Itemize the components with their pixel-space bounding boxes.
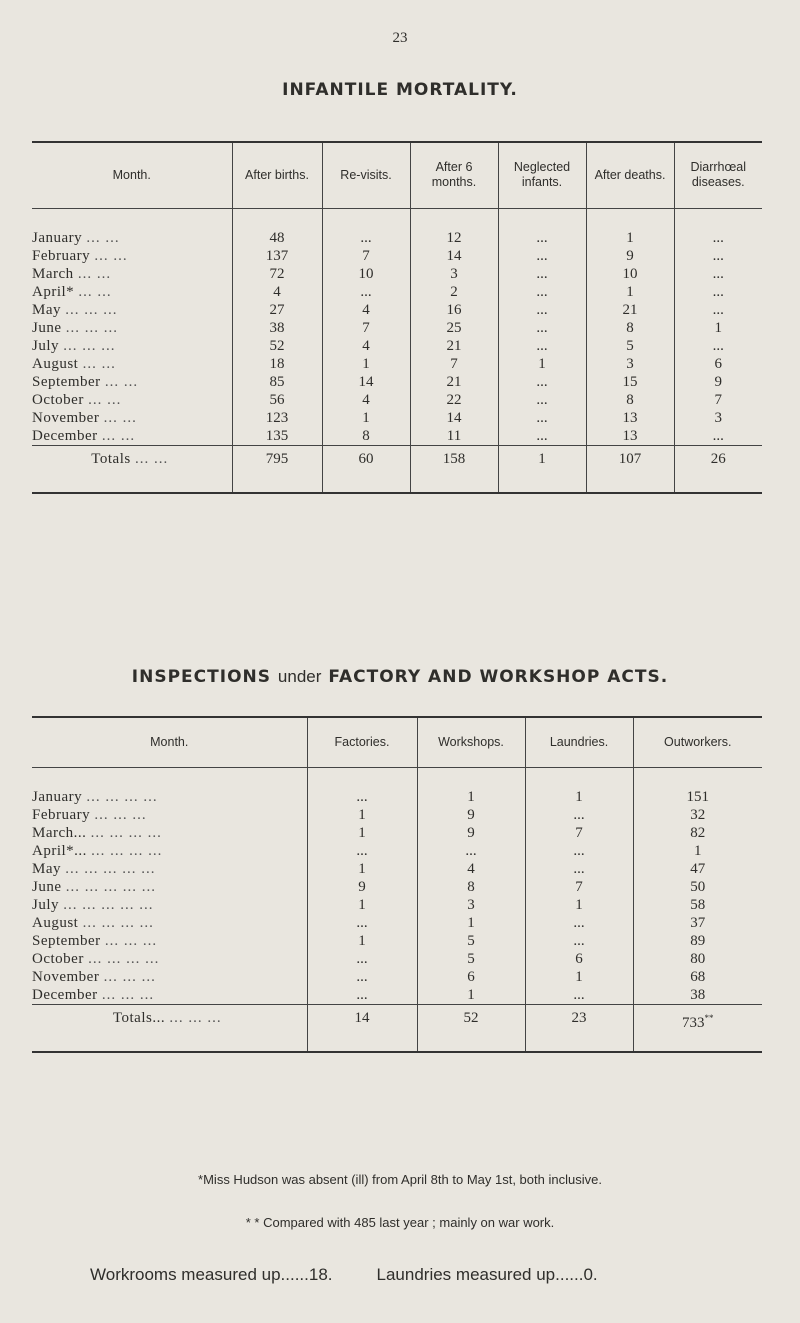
column-header: Laundries. <box>525 717 633 767</box>
month-cell <box>32 914 307 932</box>
table-row <box>32 319 762 337</box>
data-cell: 82 <box>633 824 762 842</box>
table-row <box>32 409 762 427</box>
month-cell <box>32 427 232 446</box>
month-label: February <box>32 806 91 823</box>
month-label: November <box>32 409 100 426</box>
data-cell: ... <box>525 932 633 950</box>
month-cell <box>32 950 307 968</box>
month-cell <box>32 283 232 301</box>
data-cell: 50 <box>633 878 762 896</box>
data-cell: 14 <box>410 409 498 427</box>
leader-dots: ... ... <box>104 373 139 390</box>
total-value: 158 <box>442 450 466 467</box>
leader-dots: ... ... <box>77 265 112 282</box>
data-cell: ... <box>674 247 762 265</box>
data-cell: 8 <box>322 427 410 446</box>
leader-dots: ... ... ... ... <box>90 824 162 841</box>
column-header: Month. <box>32 717 307 767</box>
table-row <box>32 788 762 806</box>
month-cell <box>32 878 307 896</box>
factory-workshop-inspections-table <box>32 716 762 1053</box>
data-cell: 22 <box>410 391 498 409</box>
table-row <box>32 337 762 355</box>
data-cell: ... <box>322 229 410 247</box>
total-cell <box>586 445 674 493</box>
laundries-measured: Laundries measured up......0. <box>376 1265 598 1284</box>
total-cell <box>232 445 322 493</box>
totals-label: Totals... <box>112 1009 166 1026</box>
data-cell: 8 <box>417 878 525 896</box>
month-label: October <box>32 391 84 408</box>
leader-dots: ... ... ... ... <box>88 950 160 967</box>
data-cell: 5 <box>586 337 674 355</box>
data-cell: ... <box>498 265 586 283</box>
data-cell: 1 <box>307 806 417 824</box>
footnote-absence: *Miss Hudson was absent (ill) from April 8th to May 1st, both inclusive. <box>198 1172 602 1187</box>
data-cell: 32 <box>633 806 762 824</box>
data-cell: 52 <box>232 337 322 355</box>
month-label: June <box>32 878 62 895</box>
table-row <box>32 986 762 1005</box>
column-header: Diarrhœal diseases. <box>674 142 762 208</box>
leader-dots: ... ... <box>78 283 112 300</box>
infantile-mortality-table <box>32 141 762 494</box>
total-value: 107 <box>618 450 642 467</box>
data-cell: 1 <box>498 355 586 373</box>
total-cell <box>525 1004 633 1052</box>
data-cell: 3 <box>586 355 674 373</box>
month-label: May <box>32 301 61 318</box>
data-cell: 1 <box>417 986 525 1005</box>
leader-dots: ... ... ... <box>94 806 147 823</box>
data-cell: 4 <box>232 283 322 301</box>
month-cell <box>32 788 307 806</box>
month-cell <box>32 355 232 373</box>
data-cell: ... <box>525 986 633 1005</box>
data-cell: 80 <box>633 950 762 968</box>
leader-dots: ... ... ... ... <box>82 914 154 931</box>
total-cell <box>417 1004 525 1052</box>
data-cell: 4 <box>417 860 525 878</box>
totals-row <box>32 1004 762 1052</box>
table-row <box>32 427 762 446</box>
month-cell <box>32 968 307 986</box>
data-cell: 9 <box>417 824 525 842</box>
data-cell: ... <box>525 806 633 824</box>
month-label: December <box>32 986 98 1003</box>
infantile-mortality-title: INFANTILE MORTALITY. <box>282 80 518 100</box>
total-cell <box>307 1004 417 1052</box>
data-cell: 10 <box>586 265 674 283</box>
data-cell: ... <box>525 842 633 860</box>
data-cell: ... <box>307 842 417 860</box>
column-header: Month. <box>32 142 232 208</box>
month-label: May <box>32 860 61 877</box>
month-label: August <box>32 355 79 372</box>
month-label: August <box>32 914 79 931</box>
data-cell: 56 <box>232 391 322 409</box>
data-cell: ... <box>674 301 762 319</box>
month-cell <box>32 391 232 409</box>
data-cell: 1 <box>674 319 762 337</box>
leader-dots: ... ... ... <box>65 319 118 336</box>
data-cell: 12 <box>410 229 498 247</box>
data-cell: 1 <box>307 860 417 878</box>
table-row <box>32 968 762 986</box>
data-cell: 123 <box>232 409 322 427</box>
footnote-mark: ** <box>704 1012 714 1023</box>
table-row <box>32 896 762 914</box>
month-cell <box>32 247 232 265</box>
table-row <box>32 950 762 968</box>
inspections-title-part-2: FACTORY AND WORKSHOP ACTS. <box>328 667 669 687</box>
month-label: April*... <box>32 842 87 859</box>
data-cell: ... <box>674 337 762 355</box>
leader-dots: ... ... <box>103 409 137 426</box>
leader-dots: ... ... ... <box>104 932 158 949</box>
data-cell: 13 <box>586 427 674 446</box>
table-row <box>32 824 762 842</box>
measured-line <box>90 1265 598 1285</box>
leader-dots: ... ... <box>101 427 136 444</box>
data-cell: 85 <box>232 373 322 391</box>
data-cell: 1 <box>322 409 410 427</box>
data-cell: 1 <box>525 968 633 986</box>
data-cell: ... <box>498 247 586 265</box>
data-cell: 1 <box>586 283 674 301</box>
total-value: 26 <box>710 450 726 467</box>
total-value: 1 <box>538 450 546 467</box>
data-cell: 7 <box>525 878 633 896</box>
data-cell: 1 <box>633 842 762 860</box>
data-cell: 3 <box>417 896 525 914</box>
data-cell: ... <box>307 968 417 986</box>
data-cell: ... <box>674 265 762 283</box>
table-row <box>32 301 762 319</box>
data-cell: 16 <box>410 301 498 319</box>
month-label: July <box>32 896 60 913</box>
data-cell: 72 <box>232 265 322 283</box>
leader-dots: ... ... <box>134 450 169 467</box>
data-cell: 6 <box>417 968 525 986</box>
leader-dots: ... ... <box>82 355 116 372</box>
data-cell: ... <box>674 229 762 247</box>
leader-dots: ... ... ... ... ... <box>63 896 154 913</box>
data-cell: ... <box>498 373 586 391</box>
table-row <box>32 842 762 860</box>
total-cell <box>498 445 586 493</box>
data-cell: 14 <box>322 373 410 391</box>
total-value: 14 <box>354 1009 370 1026</box>
data-cell: ... <box>307 788 417 806</box>
data-cell: 135 <box>232 427 322 446</box>
table-row <box>32 860 762 878</box>
data-cell: ... <box>498 391 586 409</box>
month-cell <box>32 842 307 860</box>
total-cell <box>322 445 410 493</box>
data-cell: 1 <box>307 824 417 842</box>
total-cell <box>410 445 498 493</box>
month-label: March... <box>32 824 87 841</box>
data-cell: 137 <box>232 247 322 265</box>
footnote-comparison: * * Compared with 485 last year ; mainly on war work. <box>245 1215 555 1230</box>
month-label: February <box>32 247 91 264</box>
table-row <box>32 355 762 373</box>
month-cell <box>32 373 232 391</box>
data-cell: 58 <box>633 896 762 914</box>
data-cell: ... <box>674 427 762 446</box>
table-row <box>32 878 762 896</box>
leader-dots: ... ... ... <box>101 986 155 1003</box>
data-cell: 9 <box>307 878 417 896</box>
data-cell: 6 <box>674 355 762 373</box>
data-cell: ... <box>322 283 410 301</box>
leader-dots: ... ... ... <box>63 337 116 354</box>
data-cell: ... <box>307 950 417 968</box>
totals-label-cell <box>32 1004 307 1052</box>
data-cell: ... <box>498 409 586 427</box>
data-cell: 7 <box>322 247 410 265</box>
table-row <box>32 229 762 247</box>
data-cell: 1 <box>417 788 525 806</box>
data-cell: 3 <box>410 265 498 283</box>
data-cell: 37 <box>633 914 762 932</box>
table-row <box>32 391 762 409</box>
data-cell: 1 <box>586 229 674 247</box>
month-label: January <box>32 788 83 805</box>
data-cell: 14 <box>410 247 498 265</box>
data-cell: 7 <box>525 824 633 842</box>
total-value: 23 <box>571 1009 587 1026</box>
data-cell: ... <box>307 986 417 1005</box>
data-cell: 27 <box>232 301 322 319</box>
leader-dots: ... ... ... ... <box>91 842 163 859</box>
month-cell <box>32 806 307 824</box>
data-cell: 151 <box>633 788 762 806</box>
column-header: Outworkers. <box>633 717 762 767</box>
total-value: 795 <box>265 450 289 467</box>
data-cell: ... <box>498 301 586 319</box>
column-header: Factories. <box>307 717 417 767</box>
table-row <box>32 283 762 301</box>
total-cell <box>633 1004 762 1052</box>
data-cell: 4 <box>322 301 410 319</box>
data-cell: ... <box>498 319 586 337</box>
month-cell <box>32 860 307 878</box>
month-label: March <box>32 265 74 282</box>
data-cell: 3 <box>674 409 762 427</box>
data-cell: 1 <box>307 932 417 950</box>
data-cell: 7 <box>410 355 498 373</box>
leader-dots: ... ... <box>94 247 128 264</box>
data-cell: 21 <box>586 301 674 319</box>
column-header: After births. <box>232 142 322 208</box>
data-cell: ... <box>674 283 762 301</box>
month-cell <box>32 409 232 427</box>
data-cell: 9 <box>586 247 674 265</box>
data-cell: 13 <box>586 409 674 427</box>
month-cell <box>32 824 307 842</box>
data-cell: 1 <box>322 355 410 373</box>
data-cell: 47 <box>633 860 762 878</box>
data-cell: 7 <box>322 319 410 337</box>
data-cell: 48 <box>232 229 322 247</box>
table-row <box>32 932 762 950</box>
data-cell: ... <box>525 914 633 932</box>
data-cell: 21 <box>410 373 498 391</box>
data-cell: 25 <box>410 319 498 337</box>
total-value: 60 <box>358 450 374 467</box>
leader-dots: ... ... ... ... ... <box>65 860 156 877</box>
total-value: 52 <box>463 1009 479 1026</box>
column-header: Workshops. <box>417 717 525 767</box>
table-row <box>32 806 762 824</box>
inspections-title-under: under <box>277 667 322 686</box>
month-cell <box>32 932 307 950</box>
totals-row <box>32 445 762 493</box>
month-label: October <box>32 950 84 967</box>
total-value: 733 <box>682 1014 705 1031</box>
data-cell: ... <box>498 337 586 355</box>
data-cell: 8 <box>586 319 674 337</box>
column-header: Re-visits. <box>322 142 410 208</box>
table-row <box>32 373 762 391</box>
month-cell <box>32 896 307 914</box>
data-cell: ... <box>498 229 586 247</box>
leader-dots: ... ... <box>86 229 120 246</box>
month-cell <box>32 986 307 1005</box>
month-label: November <box>32 968 100 985</box>
leader-dots: ... ... ... ... <box>86 788 158 805</box>
data-cell: 2 <box>410 283 498 301</box>
data-cell: 1 <box>307 896 417 914</box>
data-cell: 15 <box>586 373 674 391</box>
month-label: September <box>32 932 101 949</box>
month-label: January <box>32 229 83 246</box>
leader-dots: ... ... ... <box>65 301 118 318</box>
data-cell: 4 <box>322 391 410 409</box>
page-number: 23 <box>392 30 408 46</box>
data-cell: 1 <box>525 896 633 914</box>
workrooms-measured: Workrooms measured up......18. <box>90 1265 333 1284</box>
totals-label-cell <box>32 445 232 493</box>
month-label: June <box>32 319 62 336</box>
table-row <box>32 247 762 265</box>
data-cell: 38 <box>633 986 762 1005</box>
table-row <box>32 265 762 283</box>
data-cell: 9 <box>417 806 525 824</box>
data-cell: 1 <box>525 788 633 806</box>
data-cell: 21 <box>410 337 498 355</box>
month-label: April* <box>32 283 75 300</box>
leader-dots: ... ... ... ... ... <box>65 878 156 895</box>
data-cell: 4 <box>322 337 410 355</box>
table-row <box>32 914 762 932</box>
data-cell: 10 <box>322 265 410 283</box>
data-cell: 89 <box>633 932 762 950</box>
totals-label: Totals <box>91 450 131 467</box>
inspections-title-part-1: INSPECTIONS <box>131 667 271 687</box>
month-cell <box>32 319 232 337</box>
data-cell: ... <box>498 283 586 301</box>
data-cell: 6 <box>525 950 633 968</box>
inspections-title <box>0 667 800 687</box>
data-cell: ... <box>307 914 417 932</box>
data-cell: 68 <box>633 968 762 986</box>
data-cell: 8 <box>586 391 674 409</box>
data-cell: 38 <box>232 319 322 337</box>
leader-dots: ... ... ... <box>103 968 156 985</box>
column-header: Neglected infants. <box>498 142 586 208</box>
data-cell: 5 <box>417 950 525 968</box>
column-header: After deaths. <box>586 142 674 208</box>
month-label: December <box>32 427 98 444</box>
data-cell: ... <box>417 842 525 860</box>
month-cell <box>32 265 232 283</box>
data-cell: 9 <box>674 373 762 391</box>
column-header: After 6 months. <box>410 142 498 208</box>
leader-dots: ... ... <box>88 391 122 408</box>
month-cell <box>32 337 232 355</box>
month-cell <box>32 301 232 319</box>
month-cell <box>32 229 232 247</box>
month-label: September <box>32 373 101 390</box>
data-cell: 7 <box>674 391 762 409</box>
total-cell <box>674 445 762 493</box>
data-cell: 18 <box>232 355 322 373</box>
data-cell: 5 <box>417 932 525 950</box>
data-cell: ... <box>498 427 586 446</box>
data-cell: 11 <box>410 427 498 446</box>
leader-dots: ... ... ... <box>169 1009 222 1026</box>
month-label: July <box>32 337 60 354</box>
data-cell: ... <box>525 860 633 878</box>
data-cell: 1 <box>417 914 525 932</box>
